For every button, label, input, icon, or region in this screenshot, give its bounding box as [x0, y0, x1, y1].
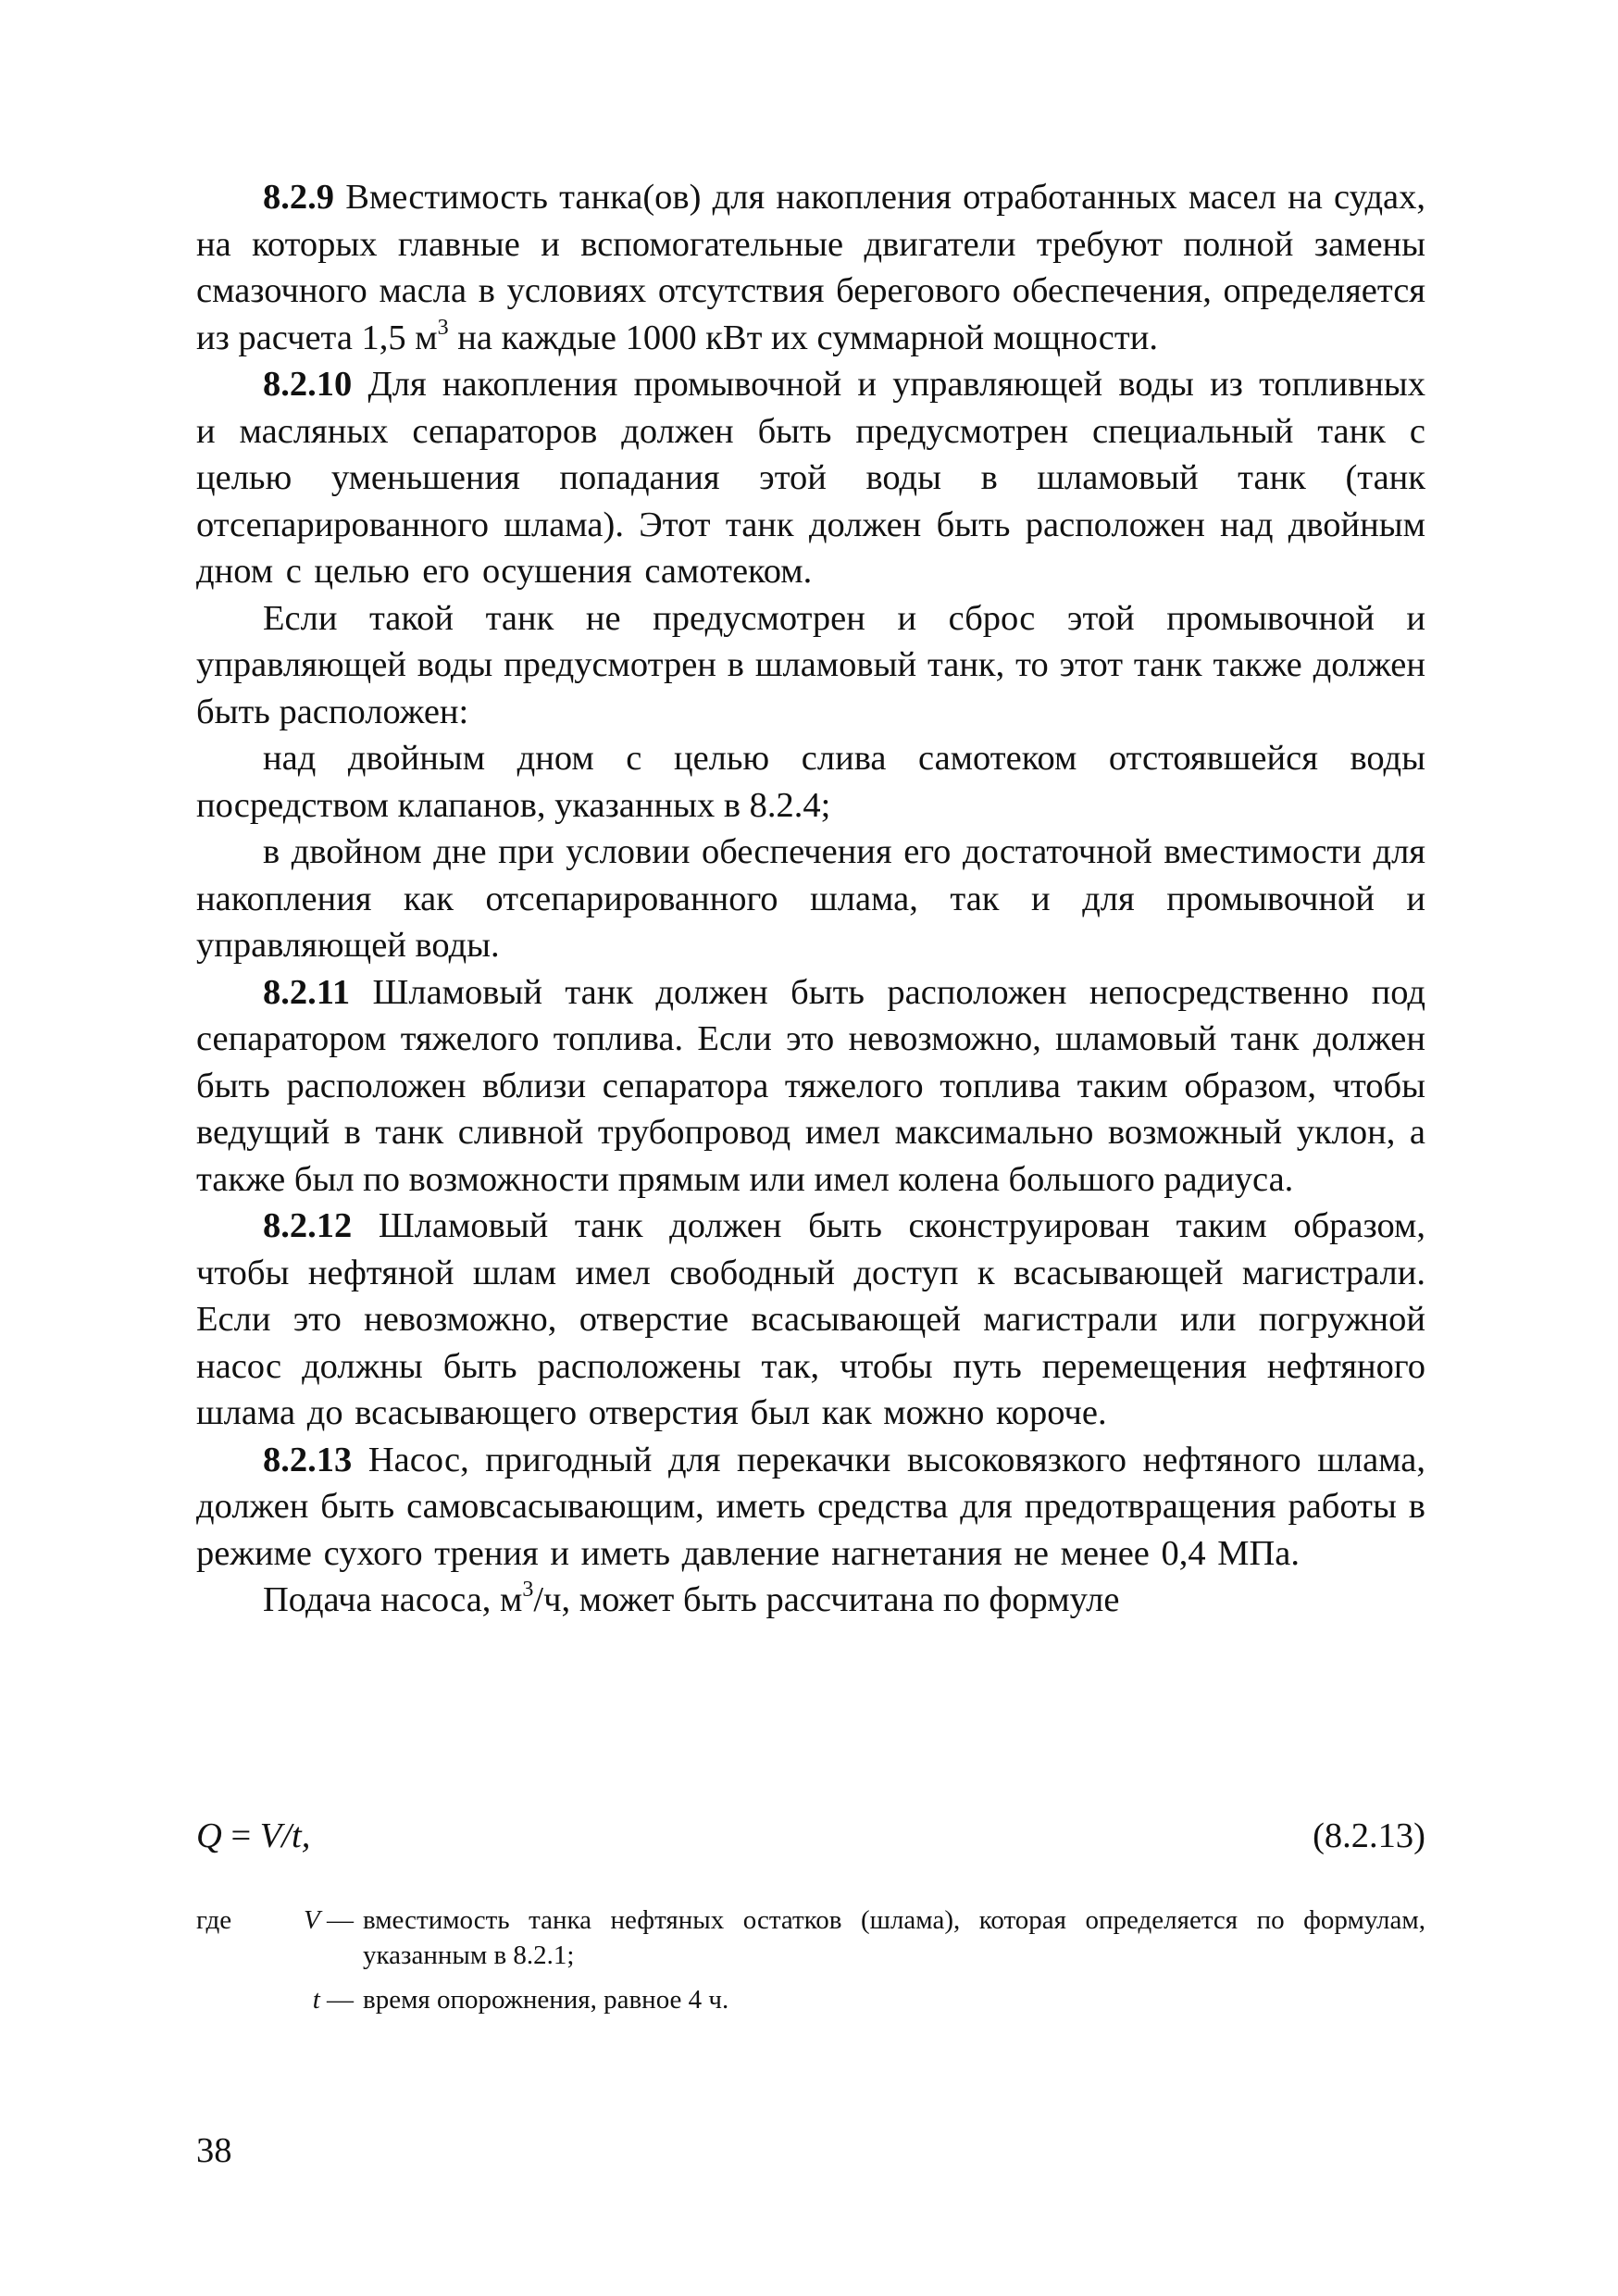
legend-dash: —	[319, 1985, 354, 2015]
paragraph-text: Насос, пригодный для перекачки высоковязкого нефтяного шлама, должен быть самовсасывающим, иметь средства для предотвращения работы в режиме сухого трения и иметь давление нагнетания не менее 0,4 МПа.	[196, 1440, 1425, 1573]
paragraph-pump-capacity	[196, 1577, 1425, 1624]
legend-description: время опорожнения, равное 4 ч.	[363, 1985, 729, 2015]
paragraph-text: над двойным дном с целью слива самотеком отстоявшейся воды посредством клапанов, указанных в 8.2.4;	[196, 739, 1425, 825]
formula-legend	[196, 1903, 1425, 2017]
formula-number: (8.2.13)	[1313, 1816, 1425, 1855]
clause-number: 8.2.12	[263, 1206, 353, 1245]
document-body	[196, 174, 1425, 1624]
paragraph-text-continued: на каждые 1000 кВт их суммарной мощности.	[448, 318, 1158, 357]
legend-where-word: где	[196, 1905, 232, 1935]
clause-number: 8.2.13	[263, 1440, 353, 1479]
paragraph-text: Если такой танк не предусмотрен и сброс этой промывочной и управляющей воды предусмотрен в шламовый танк, то этот танк также должен быть расположен:	[196, 598, 1425, 731]
paragraph-text-continued: /ч, может быть рассчитана по формуле	[533, 1580, 1120, 1619]
paragraph-text: Для накопления промывочной и управляющей воды из топливных и масляных сепараторов должен быть предусмотрен специальный танк с целью уменьшения попадания этой воды в шламовый танк (танк отсепарированного шлама). Этот танк должен быть расположен над двойным дном с целью его осушения самотеком.	[196, 365, 1425, 591]
paragraph-tank-not-provided	[196, 595, 1425, 736]
formula-rhs: V/t,	[259, 1816, 311, 1855]
superscript: 3	[522, 1578, 534, 1603]
legend-symbol	[261, 1982, 354, 2017]
paragraph-above-double-bottom	[196, 735, 1425, 829]
legend-symbol-letter: t	[312, 1985, 320, 2015]
legend-description: вместимость танка нефтяных остатков (шлама), которая определяется по формулам, указанным в 8.2.1;	[363, 1905, 1425, 1970]
formula-expression	[196, 1813, 310, 1859]
paragraph-8-2-9	[196, 174, 1425, 361]
paragraph-8-2-11	[196, 969, 1425, 1204]
legend-symbol-letter: V	[304, 1905, 320, 1935]
paragraph-text: Шламовый танк должен быть расположен непосредственно под сепаратором тяжелого топлива. Если это невозможно, шламовый танк должен быть расположен вблизи сепаратора тяжелого топлива таким образом, чтобы ведущий в танк сливной трубопровод имел максимально возможный уклон, а также был по возможности прямым или имел колена большого радиуса.	[196, 972, 1425, 1199]
legend-dash: —	[319, 1905, 354, 1935]
legend-row-v	[196, 1903, 1425, 1973]
paragraph-8-2-12	[196, 1203, 1425, 1437]
paragraph-text: Подача насоса, м	[263, 1580, 523, 1619]
clause-number: 8.2.10	[263, 365, 353, 404]
paragraph-8-2-10	[196, 361, 1425, 595]
page-number: 38	[196, 2131, 232, 2170]
formula-equals: =	[221, 1816, 260, 1855]
superscript: 3	[437, 315, 449, 340]
formula-8-2-13	[196, 1813, 1425, 1865]
paragraph-text: Шламовый танк должен быть сконструирован таким образом, чтобы нефтяной шлам имел свободный доступ к всасывающей магистрали. Если это невозможно, отверстие всасывающей магистрали или погружной насос должны быть расположены так, чтобы путь перемещения нефтяного шлама до всасывающего отверстия был как можно короче.	[196, 1206, 1425, 1432]
legend-row-t	[196, 1982, 1425, 2017]
paragraph-8-2-13	[196, 1437, 1425, 1578]
paragraph-in-double-bottom	[196, 829, 1425, 969]
legend-symbol	[261, 1903, 354, 1938]
paragraph-text: Вместимость танка(ов) для накопления отработанных масел на судах, на которых главные и вспомогательные двигатели требуют полной замены смазочного масла в условиях отсутствия берегового обеспечения, определяется из расчета 1,5 м	[196, 178, 1425, 357]
paragraph-text: в двойном дне при условии обеспечения его достаточной вместимости для накопления как отсепарированного шлама, так и для промывочной и управляющей воды.	[196, 832, 1425, 965]
clause-number: 8.2.9	[263, 178, 334, 217]
formula-lhs: Q	[196, 1816, 222, 1855]
clause-number: 8.2.11	[263, 972, 351, 1012]
